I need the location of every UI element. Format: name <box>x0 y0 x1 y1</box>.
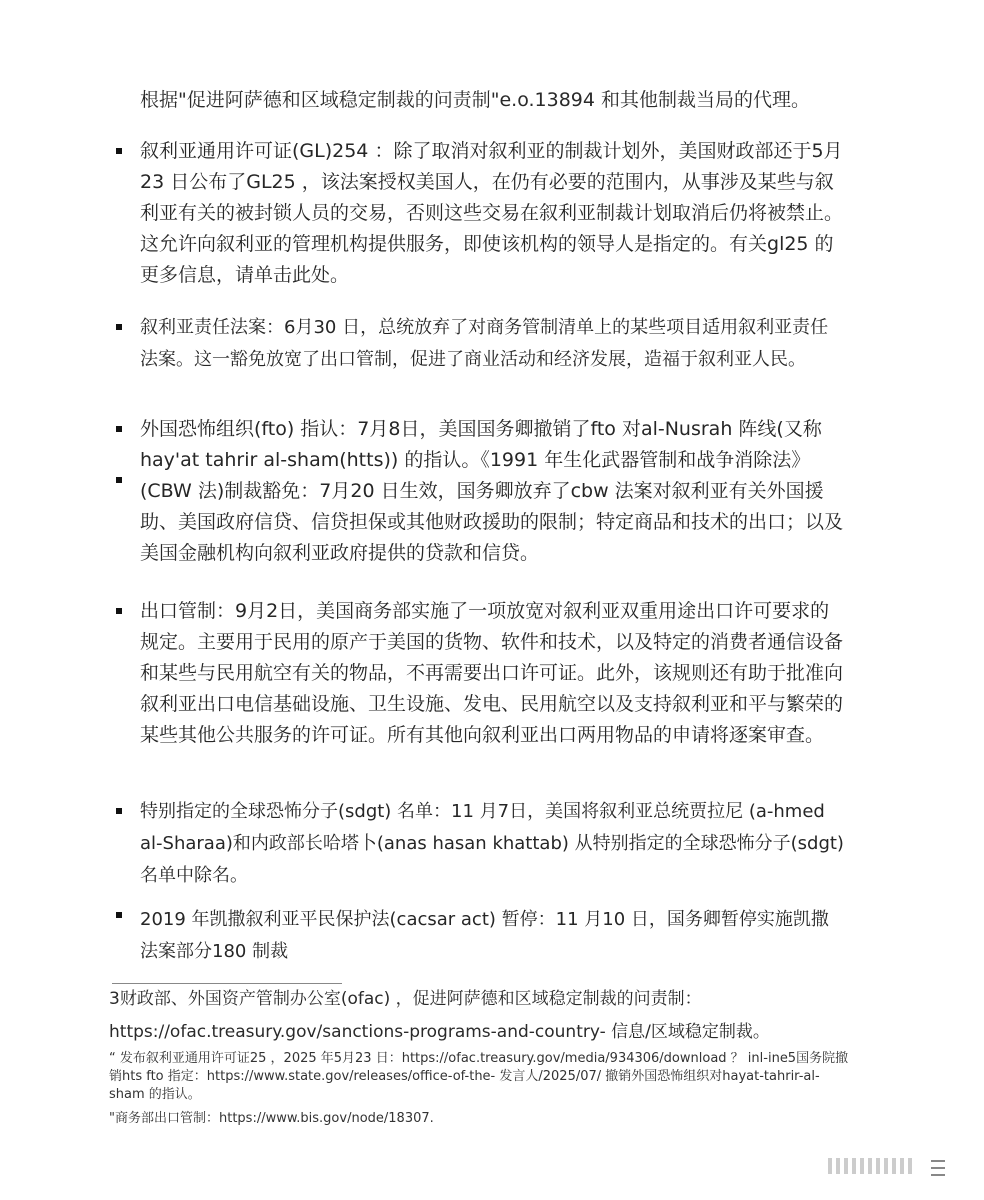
scroll-tick <box>892 1158 896 1174</box>
menu-icon[interactable] <box>931 1160 945 1176</box>
list-item <box>116 596 846 796</box>
bullet-icon <box>116 324 122 330</box>
item-text: 2019 年凯撒叙利亚平民保护法(cacsar act) 暂停：11 月10 日，国务卿暂停实施凯撒法案部分180 制裁 <box>140 909 829 962</box>
intro-line: 根据"促进阿萨德和区域稳定制裁的问责制"e.o.13894 和其他制裁当局的代理。 <box>140 89 811 111</box>
scroll-tick <box>852 1158 856 1174</box>
item-text: 外国恐怖组织(fto) 指认：7月8日，美国国务卿撤销了fto 对al-Nusrah 阵线(又称hay'at tahrir al-sham(htts)) 的指认。《1991 年生化武器管制和战争消除法》(CBW 法)制裁豁免：7月20 日生效，国务卿放弃了cbw 法案对叙利亚有关外国援助、美国政府信贷、信贷担保或其他财政援助的限制；特定商品和技术的出口；以及美国金融机构向叙利亚政府提供的贷款和信贷。 <box>140 418 844 564</box>
bullet-icon <box>116 912 122 918</box>
scroll-tick <box>900 1158 904 1174</box>
page-scroll-indicator[interactable] <box>828 1158 960 1176</box>
bullet-icon <box>116 608 122 614</box>
scroll-tick <box>884 1158 888 1174</box>
scroll-tick <box>836 1158 840 1174</box>
footnote-1-line-1: 3财政部、外国资产管制办公室(ofac) ，促进阿萨德和区域稳定制裁的问责制： <box>109 989 702 1009</box>
item-text: 叙利亚通用许可证(GL)254 ：除了取消对叙利亚的制裁计划外，美国财政部还于5月23 日公布了GL25 ，该法案授权美国人，在仍有必要的范围内，从事涉及某些与叙利亚有关的被封锁人员的交易，否则这些交易在叙利亚制裁计划取消后仍将被禁止。这允许向叙利亚的管理机构提供服务，即使该机构的领导人是指定的。有关gl25 的更多信息，请单击此处。 <box>140 140 844 286</box>
scroll-tick <box>868 1158 872 1174</box>
list-item <box>116 136 846 296</box>
scroll-tick <box>876 1158 880 1174</box>
list-item <box>116 312 846 412</box>
item-text: 出口管制：9月2日，美国商务部实施了一项放宽对叙利亚双重用途出口许可要求的规定。主要用于民用的原产于美国的货物、软件和技术，以及特定的消费者通信设备和某些与民用航空有关的物品，不再需要出口许可证。此外，该规则还有助于批准向叙利亚出口电信基础设施、卫生设施、发电、民用航空以及支持叙利亚和平与繁荣的某些其他公共服务的许可证。所有其他向叙利亚出口两用物品的申请将逐案审查。 <box>140 600 844 746</box>
bullet-icon <box>116 477 122 483</box>
scroll-tick <box>828 1158 832 1174</box>
item-text: 特别指定的全球恐怖分子(sdgt) 名单：11 月7日，美国将叙利亚总统贾拉尼 (a-hmed al-Sharaa)和内政部长哈塔卜(anas hasan khattab) 从特别指定的全球恐怖分子(sdgt) 名单中除名。 <box>140 801 844 886</box>
list-item <box>116 414 846 574</box>
scroll-tick <box>860 1158 864 1174</box>
list-item <box>116 796 846 896</box>
footnote-1-line-2: https://ofac.treasury.gov/sanctions-programs-and-country- 信息/区域稳定制裁。 <box>109 1022 770 1042</box>
bullet-icon <box>116 426 122 432</box>
scroll-tick <box>844 1158 848 1174</box>
footnote-3: "商务部出口管制：https://www.bis.gov/node/18307. <box>109 1111 434 1126</box>
footnote-2: “ 发布叙利亚通用许可证25 ，2025 年5月23 日：https://ofac.treasury.gov/media/934306/download ？ inl-ine5国务院撤销hts fto 指定：https://www.state.gov/releases/office-of-the- 发言人/2025/07/ 撤销外国恐怖组织对hayat-tahrir-al-sham 的指认。 <box>109 1051 849 1102</box>
item-text: 叙利亚责任法案：6月30 日，总统放弃了对商务管制清单上的某些项目适用叙利亚责任法案。这一豁免放宽了出口管制，促进了商业活动和经济发展，造福于叙利亚人民。 <box>140 317 829 370</box>
footnote-divider <box>112 983 342 984</box>
bullet-icon <box>116 148 122 154</box>
bullet-icon <box>116 808 122 814</box>
scroll-tick <box>908 1158 912 1174</box>
list-item <box>116 904 846 974</box>
